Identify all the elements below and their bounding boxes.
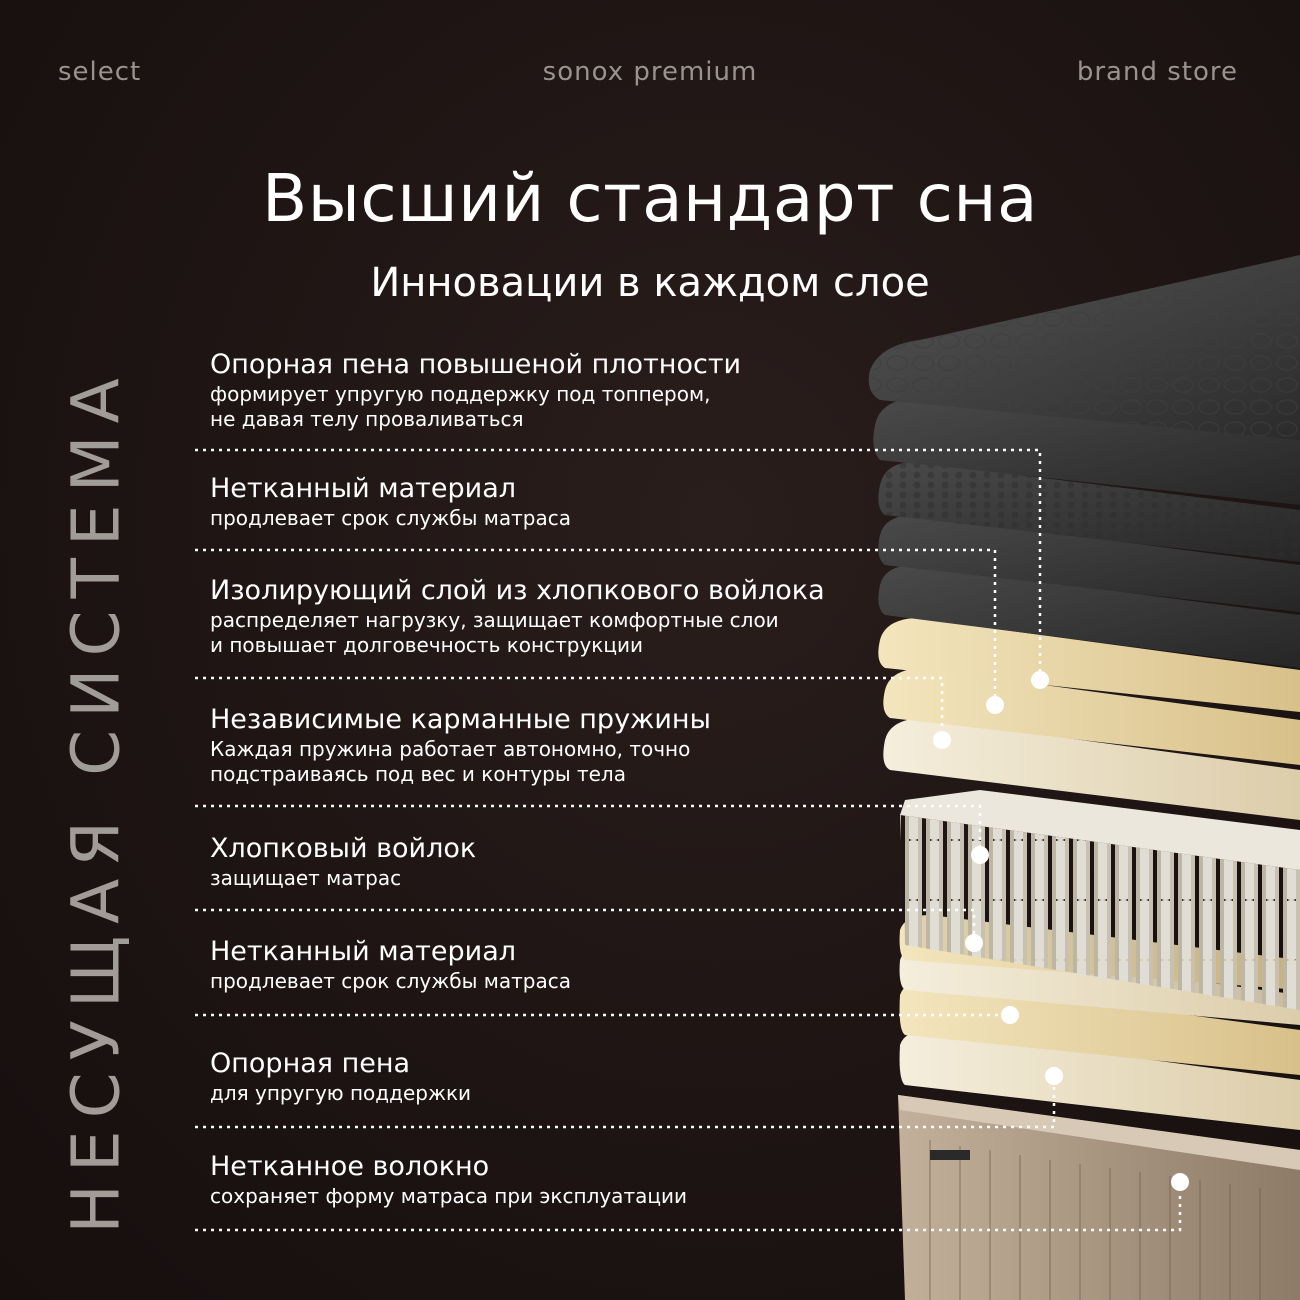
layer-item <box>210 935 890 994</box>
connector-dot <box>971 846 989 864</box>
header-brand-text: sonox premium <box>542 57 758 87</box>
layer-desc-line: сохраняет форму матраса при эксплуатации <box>210 1184 687 1208</box>
layer-desc-line: подстраиваясь под вес и контуры тела <box>210 762 626 786</box>
header-right-text: brand store <box>1076 57 1238 87</box>
layer-desc-line: формирует упругую поддержку под топпером, <box>210 382 711 406</box>
connector-dot <box>1001 1006 1019 1024</box>
vertical-section-label: НЕСУЩАЯ СИСТЕМА <box>57 366 135 1234</box>
page-subtitle: Инновации в каждом слое <box>370 260 930 306</box>
base-layer <box>898 1095 1300 1300</box>
layer-desc-line: не давая телу проваливаться <box>210 407 524 431</box>
layer-item <box>210 1047 890 1106</box>
layer-item <box>210 574 890 658</box>
connector-dot <box>1171 1173 1189 1191</box>
layer-desc-line: и повышает долговечность конструкции <box>210 633 643 657</box>
connector-dot <box>933 731 951 749</box>
layer-desc-line: продлевает срок службы матраса <box>210 969 571 993</box>
layer-item <box>210 832 890 891</box>
connector-dot <box>965 934 983 952</box>
layer-title: Независимые карманные пружины <box>210 704 711 735</box>
layer-desc-line: распределяет нагрузку, защищает комфортные слои <box>210 608 779 632</box>
layer-desc-line: для упругую поддержки <box>210 1081 472 1105</box>
layer-desc-line: защищает матрас <box>210 866 402 890</box>
layer-title: Нетканное волокно <box>210 1151 490 1182</box>
connector-dot <box>1031 671 1049 689</box>
page-title: Высший стандарт сна <box>262 160 1038 237</box>
layer-desc-line: Каждая пружина работает автономно, точно <box>210 737 691 761</box>
layer-title: Хлопковый войлок <box>210 833 477 864</box>
layer-item <box>210 703 890 787</box>
layer-item <box>210 1150 890 1209</box>
layer-item <box>210 348 890 432</box>
layer-title: Опорная пена повышеной плотности <box>210 349 742 380</box>
connector-dot <box>986 696 1004 714</box>
layer-title: Нетканный материал <box>210 473 516 504</box>
connector-dot <box>1045 1067 1063 1085</box>
header-left-text: select <box>58 57 142 87</box>
layer-desc-line: продлевает срок службы матраса <box>210 506 571 530</box>
layer-title: Изолирующий слой из хлопкового войлока <box>210 575 825 606</box>
layer-item <box>210 472 890 531</box>
dark-foam-layers <box>869 255 1300 668</box>
layer-title: Опорная пена <box>210 1048 411 1079</box>
layer-title: Нетканный материал <box>210 936 516 967</box>
